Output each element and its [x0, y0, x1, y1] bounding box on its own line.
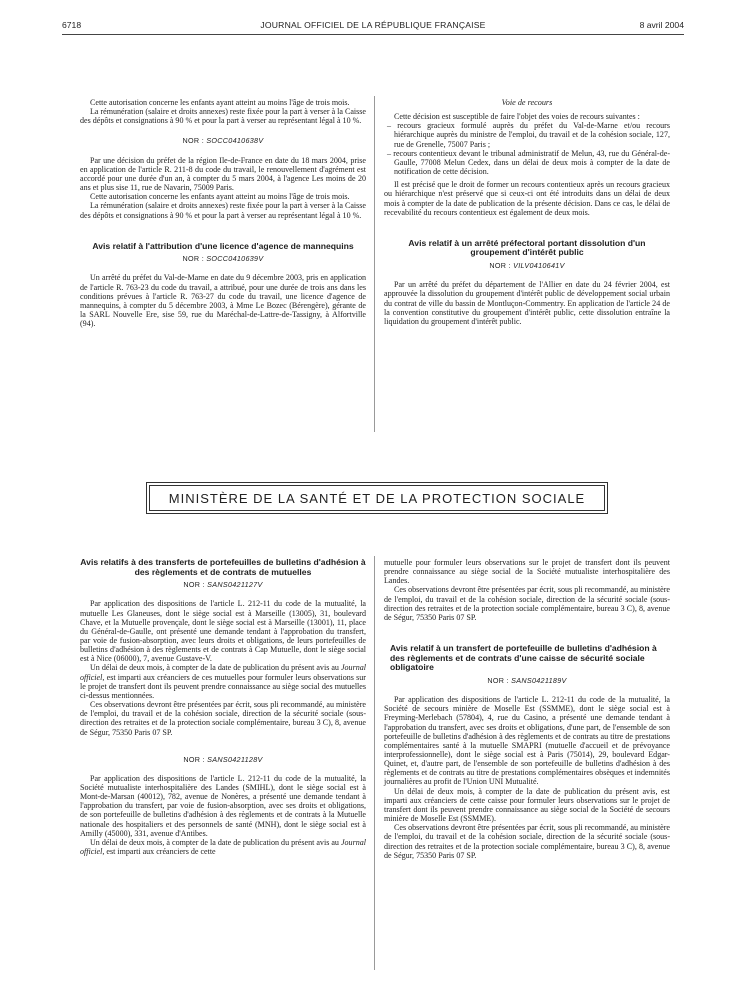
- nor-reference: NOR : SOCC0410638V: [182, 136, 264, 146]
- column-divider: [374, 96, 375, 432]
- paragraph: Cette décision est susceptible de faire l'objet des voies de recours suivantes :: [394, 112, 640, 122]
- notice-title: Avis relatif à un transfert de portefeuille de bulletins d'adhésion à des règlements et de contrats d'une caisse de sécurité sociale obligatoire: [390, 643, 657, 673]
- notice-title: Avis relatifs à des transferts de portefeuilles de bulletins d'adhésion à des règlements et de contrats de mutuelles: [80, 557, 366, 577]
- paragraph: Un délai de deux mois, à compter de la date de publication du présent avis au Journal officiel, est imparti aux créanciers de cette: [80, 837, 366, 857]
- paragraph: Par un arrêté du préfet du département de l'Allier en date du 24 février 2004, est approuvée la dissolution du groupement d'intérêt public de développement social urbain du contrat de ville du bassin de Montluçon-Commentry. En application de l'article 24 de la convention constitutive du groupement d'intérêt public, cette dissolution entraîne la liquidation du groupement d'intérêt public.: [384, 280, 670, 326]
- notice-title: Avis relatif à un arrêté préfectoral portant dissolution d'un groupement d'intérêt public: [408, 237, 646, 258]
- column-divider: [374, 556, 375, 970]
- journal-title: JOURNAL OFFICIEL DE LA RÉPUBLIQUE FRANÇAISE: [260, 20, 486, 30]
- nor-reference: NOR : VILV0410641V: [489, 261, 565, 271]
- bottom-left-column: [80, 558, 366, 856]
- paragraph: La rémunération (salaire et droits annexes) reste fixée pour la part à verser à la Caisse des dépôts et consignations à 90 % et pour la part à verser au représentant légal à 10 %.: [80, 107, 366, 126]
- paragraph: mutuelle pour formuler leurs observations sur le projet de transfert dont ils peuvent prendre connaissance au siège social de la Société mutualiste interhospitalière des Landes.: [384, 558, 670, 586]
- list-item: – recours contentieux devant le tribunal administratif de Melun, 43, rue du Général-de-Gaulle, 77008 Melun Cedex, dans un délai de deux mois à compter de la date de notification de cette décision.: [387, 148, 670, 177]
- paragraph: Par application des dispositions de l'article L. 212-11 du code de la mutualité, la mutuelle Les Glaneuses, dont le siège social est à Marseille (13005), 31, boulevard Chave, et la Mutuelle provençale, dont le siège social est à Marseille (13001), 11, place du Général-de-Gaulle, ont présenté une demande tendant à l'approbation du transfert, par voie de fusion-absorption, avec leurs droits et obligations, de leurs portefeuilles de bulletins d'adhésion à des règlements et de contrats à Cap Mutuelle, dont le siège social est à Nice (06000), 7, avenue Gustave-V.: [80, 599, 366, 664]
- notice-title: Avis relatif à l'attribution d'une licence d'agence de mannequins: [92, 240, 354, 251]
- paragraph: Par une décision du préfet de la région Ile-de-France en date du 18 mars 2004, prise en application de l'article R. 211-8 du code du travail, le renouvellement d'agrément est accordé pour une durée d'un an, à compter du 5 mars 2004, à l'agence Les moins de 20 ans et plus sise 11, rue de Navarin, 75009 Paris.: [80, 155, 366, 193]
- paragraph: Par application des dispositions de l'article L. 212-11 du code de la mutualité, la Société mutualiste interhospitalière des Landes (SMIHL), dont le siège social est à Mont-de-Marsan (40012), 782, avenue de Nonères, a présenté une demande tendant à l'approbation du transfert, par voie de fusion-absorption, avec ses droits et obligations, de son portefeuille de bulletins d'adhésion à des règlements et de contrats à la Mutuelle nationale des hospitaliers et des personnels de santé (MNH), dont le siège social est à Amilly (45000), 331, avenue d'Antibes.: [80, 773, 366, 838]
- paragraph: Ces observations devront être présentées par écrit, sous pli recommandé, au ministère de l'emploi, du travail et de la cohésion sociale, direction de la sécurité sociale (sous-direction des retraites et de la protection sociale complémentaire, bureau 3 C), 8, avenue de Ségur, 75350 Paris 07 SP.: [384, 823, 670, 860]
- bottom-right-column: [384, 558, 670, 860]
- paragraph: La rémunération (salaire et droits annexes) reste fixée pour la part à verser à la Caisse des dépôts et consignations à 90 % et pour la part à verser au représentant légal à 10 %.: [80, 201, 366, 220]
- nor-reference: NOR : SANS0421128V: [183, 754, 263, 764]
- paragraph: Cette autorisation concerne les enfants ayant atteint au moins l'âge de trois mois.: [90, 192, 350, 202]
- paragraph: Il est précisé que le droit de former un recours contentieux après un recours gracieux ou hiérarchique n'est préservé que si ceux-ci ont été introduits dans un délai de deux mois à compter de la date de publication de la présente décision. Dans ce cas, le délai de recevabilité du recours contentieux est également de deux mois.: [384, 180, 670, 217]
- paragraph: Cette autorisation concerne les enfants ayant atteint au moins l'âge de trois mois.: [90, 98, 350, 107]
- paragraph: Un arrêté du préfet du Val-de-Marne en date du 9 décembre 2003, pris en application de l'article R. 763-23 du code du travail, a attribué, pour une durée de trois ans dans les conditions prévues à l'article R. 763-27 du code du travail, une licence d'agence de mannequins, à compter du 5 décembre 2003, à Mme Le Bozec (Bérengère), gérante de la SARL Nouvelle Ere, sise 59, rue du Maréchal-de-Lattre-de-Tassigny, à Alfortville (94).: [80, 273, 366, 329]
- paragraph: Par application des dispositions de l'article L. 212-11 du code de la mutualité, la Société de secours minière de Moselle Est (SSMME), dont le siège social est à Freyming-Merlebach (57804), 4, rue du Casino, a présenté une demande tendant à l'approbation du transfert, avec ses droits et obligations, d'une part, de l'ensemble de son portefeuille de bulletins d'adhésion à des règlements et de contrats au titre de prestations complémentaires santé à la mutuelle SMAPRI (mutuelle d'accueil et de prévoyance interprofessionnelle), dont le siège social est à Paris (75014), 29, boulevard Edgar-Quinet, et, d'autre part, de l'ensemble de son portefeuille de bulletins d'adhésion à des règlements et de contrats au titre de prestations complémentaires obsèques et indemnités journalières au profit de l'Union UNI Mutualité.: [384, 695, 670, 787]
- ministry-banner: [146, 482, 608, 514]
- top-right-column: [384, 98, 670, 326]
- list-item: – recours gracieux formulé auprès du préfet du Val-de-Marne et/ou recours hiérarchique auprès du ministre de l'emploi, du travail et de la cohésion sociale, 127, rue de Grenelle, 75007 Paris ;: [387, 121, 670, 149]
- top-left-column: [80, 98, 366, 328]
- nor-reference: NOR : SOCC0410639V: [182, 254, 264, 264]
- section-subtitle: Voie de recours: [501, 98, 553, 107]
- nor-reference: NOR : SANS0421189V: [487, 675, 567, 685]
- page-number: 6718: [62, 20, 82, 30]
- paragraph: Ces observations devront être présentées par écrit, sous pli recommandé, au ministère de l'emploi, du travail et de la cohésion sociale, direction de la sécurité sociale (sous-direction des retraites et de la protection sociale complémentaire, bureau 3 C), 8, avenue de Ségur, 75350 Paris 07 SP.: [80, 700, 366, 737]
- paragraph: Ces observations devront être présentées par écrit, sous pli recommandé, au ministère de l'emploi, du travail et de la cohésion sociale, direction de la sécurité sociale (sous-direction des retraites et de la protection sociale complémentaire, bureau 3 C), 8, avenue de Ségur, 75350 Paris 07 SP.: [384, 585, 670, 622]
- issue-date: 8 avril 2004: [639, 20, 684, 30]
- paragraph: Un délai de deux mois, à compter de la date de publication du présent avis, est imparti aux créanciers de cette caisse pour formuler leurs observations sur le projet de transfert dont ils peuvent prendre connaissance au siège social de la Société de secours minière de Moselle Est (SSMME).: [384, 786, 670, 824]
- nor-reference: NOR : SANS0421127V: [183, 580, 263, 590]
- header-rule: [62, 34, 684, 35]
- running-header: [62, 20, 684, 34]
- paragraph: Un délai de deux mois, à compter de la date de publication du présent avis au Journal officiel, est imparti aux créanciers de ces mutuelles pour formuler leurs observations sur le projet de transfert dont ils peuvent prendre connaissance au siège social des mutuelles ci-dessus mentionnées.: [80, 663, 366, 700]
- ministry-name: MINISTÈRE DE LA SANTÉ ET DE LA PROTECTION SOCIALE: [149, 485, 605, 511]
